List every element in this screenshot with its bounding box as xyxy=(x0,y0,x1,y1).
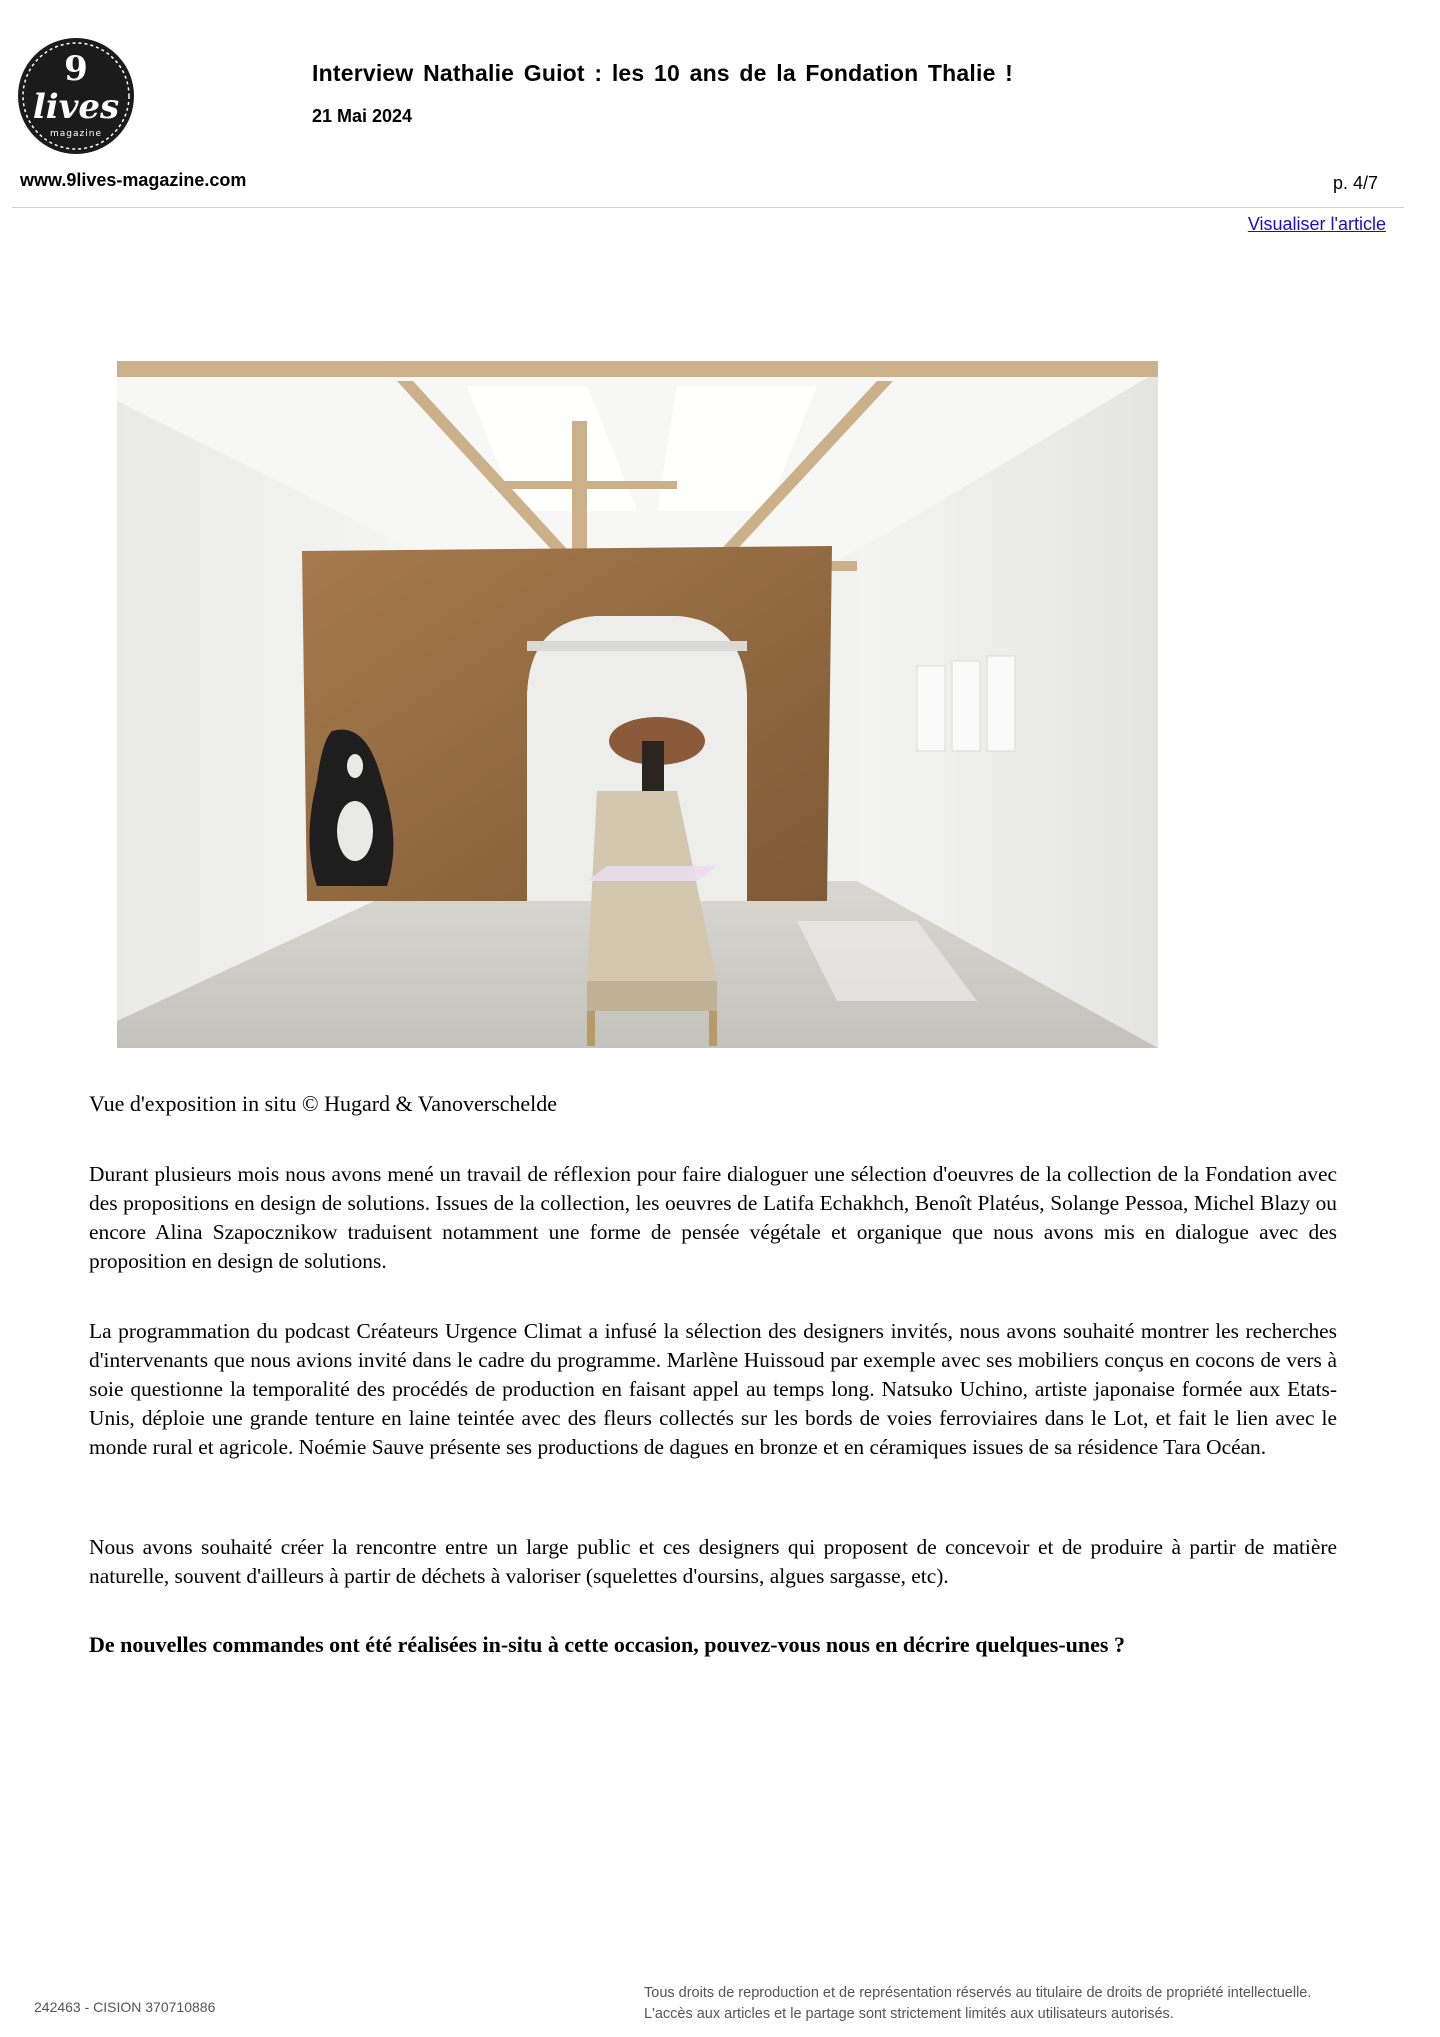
footer-rights-line: L'accès aux articles et le partage sont strictement limités aux utilisateurs autorisés. xyxy=(644,2006,1174,2022)
header-divider xyxy=(12,207,1404,208)
article-paragraph: La programmation du podcast Créateurs Urgence Climat a infusé la sélection des designers invités, nous avons souhaité montrer les recherches d'intervenants que nous avions invité dans le cadre du programme. Marlène Huissoud par exemple avec ses mobiliers conçus en cocons de vers à soie questionne la temporalité des procédés de production en faisant appel au temps long. Natsuko Uchino, artiste japonaise formée aux Etats-Unis, déploie une grande tenture en laine teintée avec des fleurs collectés sur les bords de voies ferroviaires dans le Lot, et fait le lien avec le monde rural et agricole. Noémie Sauve présente ses productions de dagues en bronze et en céramiques issues de sa résidence Tara Océan. xyxy=(89,1319,1337,1459)
exhibition-photo-icon xyxy=(117,361,1158,1048)
article-date: 21 Mai 2024 xyxy=(312,106,413,126)
article-paragraph: Durant plusieurs mois nous avons mené un travail de réflexion pour faire dialoguer une sélection d'oeuvres de la collection de la Fondation avec des propositions en design de solutions. Issues de la collection, les oeuvres de Latifa Echakhch, Benoît Platéus, Solange Pessoa, Michel Blazy ou encore Alina Szapocznikow traduisent notamment une forme de pensée végétale et organique que nous avons mis en dialogue avec des proposition en design de solutions. xyxy=(89,1162,1337,1273)
site-url: www.9lives-magazine.com xyxy=(20,170,247,190)
footer-rights xyxy=(644,1983,1311,2025)
view-article-link[interactable]: Visualiser l'article xyxy=(1247,214,1386,234)
logo-number: 9 xyxy=(64,49,88,89)
footer-id: 242463 - CISION 370710886 xyxy=(34,1999,216,2015)
footer-rights-line: Tous droits de reproduction et de représentation réservés au titulaire de droits de propriété intellectuelle. xyxy=(644,1985,1312,2001)
logo-sub: magazine xyxy=(50,129,102,139)
article-paragraph: Nous avons souhaité créer la rencontre entre un large public et ces designers qui proposent de concevoir et de produire à partir de matière naturelle, souvent d'ailleurs à partir de déchets à valoriser (squelettes d'oursins, algues sargasse, etc). xyxy=(89,1535,1337,1588)
article-title: Interview Nathalie Guiot : les 10 ans de la Fondation Thalie ! xyxy=(312,60,1014,86)
logo-word: lives xyxy=(32,87,120,127)
image-caption: Vue d'exposition in situ © Hugard & Vanoverschelde xyxy=(89,1091,558,1116)
9lives-magazine-logo-icon xyxy=(16,36,136,156)
page-number: p. 4/7 xyxy=(1332,173,1378,193)
interview-question: De nouvelles commandes ont été réalisées in-situ à cette occasion, pouvez-vous nous en décrire quelques-unes ? xyxy=(89,1632,1125,1657)
